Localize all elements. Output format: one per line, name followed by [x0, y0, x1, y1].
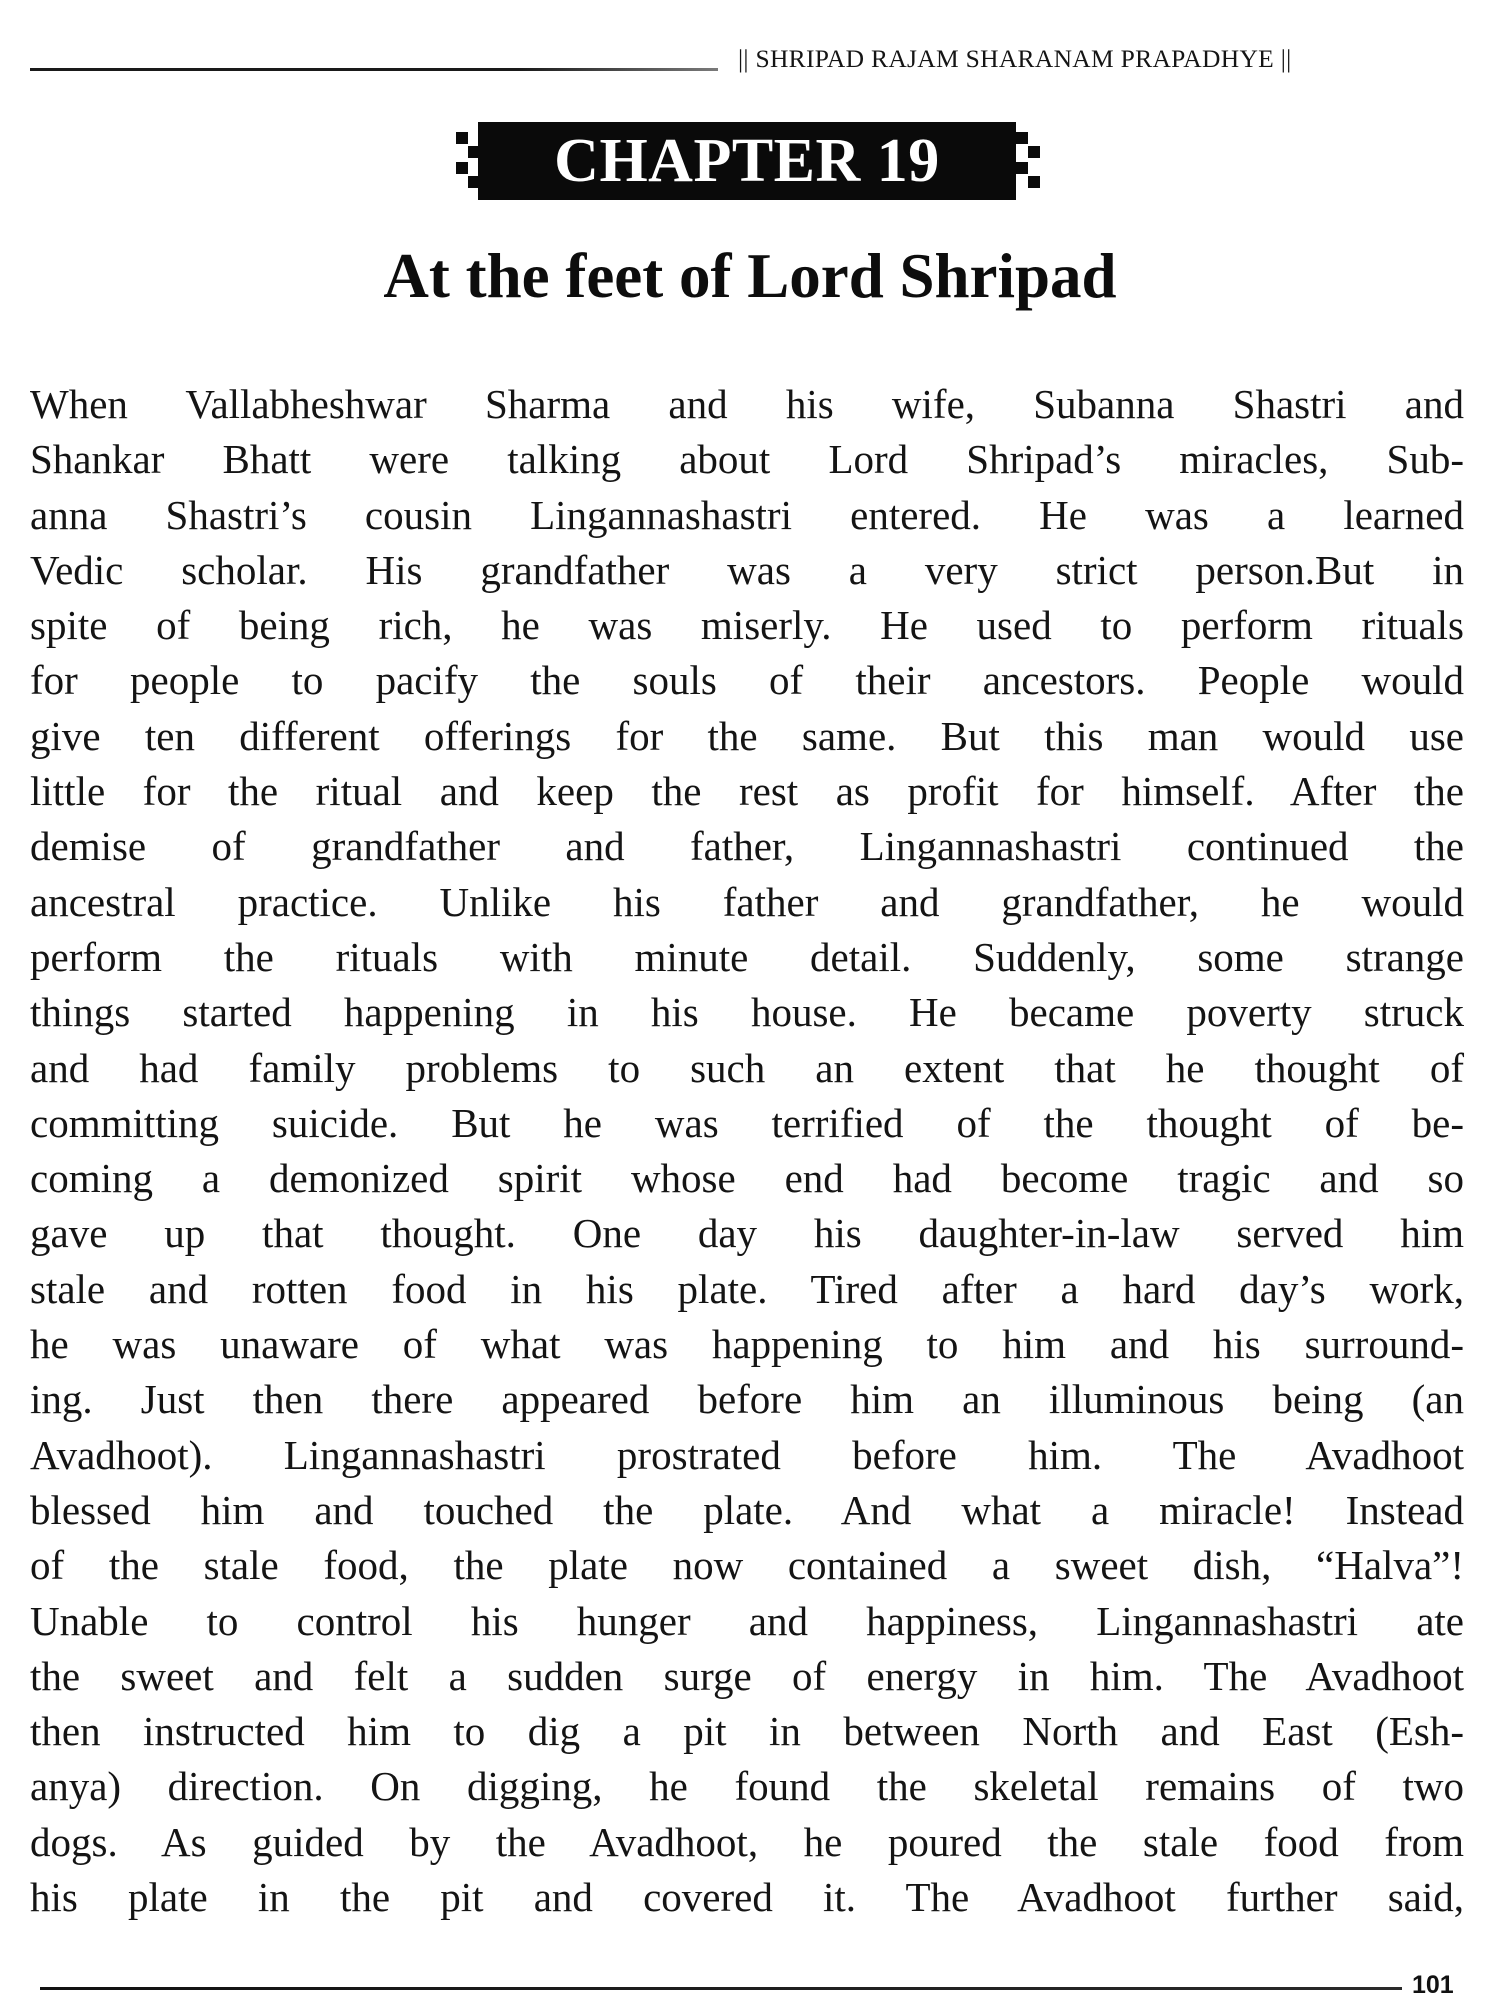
text-line: things started happening in his house. He became poverty struck [30, 989, 1464, 1036]
text-line: dogs. As guided by the Avadhoot, he poured the stale food from [30, 1818, 1464, 1865]
text-line: for people to pacify the souls of their ancestors. People would [30, 657, 1464, 704]
text-line: anna Shastri’s cousin Lingannashastri entered. He was a learned [30, 491, 1464, 538]
text-line: ancestral practice. Unlike his father and grandfather, he would [30, 878, 1464, 925]
ornament-square-icon [1016, 162, 1028, 174]
text-line: stale and rotten food in his plate. Tired after a hard day’s work, [30, 1265, 1464, 1312]
text-line: and had family problems to such an extent that he thought of [30, 1044, 1464, 1091]
text-line: then instructed him to dig a pit in between North and East (Esh- [30, 1708, 1464, 1755]
text-line: perform the rituals with minute detail. Suddenly, some strange [30, 933, 1464, 980]
text-line: Avadhoot). Lingannashastri prostrated before him. The Avadhoot [30, 1431, 1464, 1478]
chapter-heading-block [448, 122, 1046, 200]
text-line: When Vallabheshwar Sharma and his wife, Subanna Shastri and [30, 381, 1464, 427]
chapter-title: At the feet of Lord Shripad [383, 241, 1117, 311]
text-line: blessed him and touched the plate. And what a miracle! Instead [30, 1486, 1464, 1533]
chapter-label: CHAPTER 19 [478, 122, 1016, 200]
text-line: his plate in the pit and covered it. The Avadhoot further said, [30, 1874, 1464, 1921]
text-line: demise of grandfather and father, Lingannashastri continued the [30, 823, 1464, 870]
text-line: he was unaware of what was happening to him and his surround- [30, 1321, 1464, 1368]
text-line: committing suicide. But he was terrified of the thought of be- [30, 1099, 1464, 1146]
ornament-square-icon [456, 132, 468, 144]
ornament-square-icon [1028, 176, 1040, 188]
ornament-square-icon [1016, 132, 1028, 144]
text-line: the sweet and felt a sudden surge of energy in him. The Avadhoot [30, 1652, 1464, 1699]
ornament-square-icon [456, 162, 468, 174]
header-rule [30, 68, 718, 71]
text-line: ing. Just then there appeared before him an illuminous being (an [30, 1376, 1464, 1423]
text-line: coming a demonized spirit whose end had become tragic and so [30, 1155, 1464, 1202]
text-line: Vedic scholar. His grandfather was a very strict person.But in [30, 546, 1464, 593]
ornament-square-icon [1028, 146, 1040, 158]
running-head: || SHRIPAD RAJAM SHARANAM PRAPADHYE || [738, 44, 1292, 73]
footer-rule [40, 1987, 1402, 1990]
text-line: anya) direction. On digging, he found the skeletal remains of two [30, 1763, 1464, 1810]
text-line: of the stale food, the plate now contained a sweet dish, “Halva”! [30, 1542, 1464, 1589]
page-number: 101 [1412, 1971, 1454, 1999]
body-paragraph [30, 377, 1464, 1925]
text-line: Unable to control his hunger and happiness, Lingannashastri ate [30, 1597, 1464, 1644]
text-line: gave up that thought. One day his daughter-in-law served him [30, 1210, 1464, 1257]
text-line: Shankar Bhatt were talking about Lord Shripad’s miracles, Sub- [30, 436, 1464, 483]
text-line: spite of being rich, he was miserly. He used to perform rituals [30, 602, 1464, 649]
text-line: little for the ritual and keep the rest as profit for himself. After the [30, 768, 1464, 815]
text-line: give ten different offerings for the same. But this man would use [30, 712, 1464, 759]
